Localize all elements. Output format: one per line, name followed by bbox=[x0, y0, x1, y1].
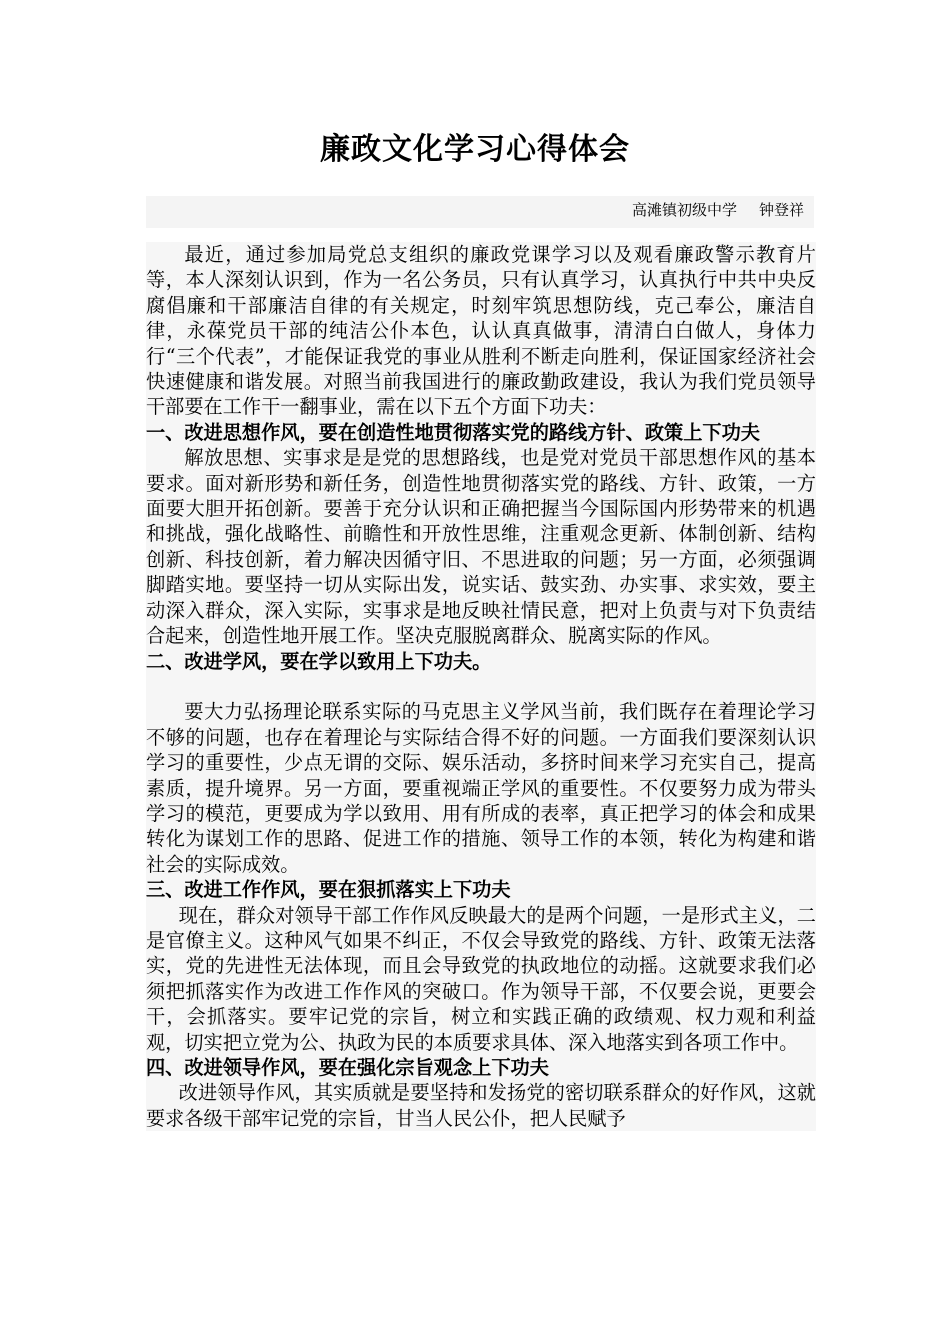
section-body-3: 现在，群众对领导干部工作作风反映最大的是两个问题，一是形式主义，二是官僚主义。这种风气如果不纠正，不仅会导致党的路线、方针、政策无法落实，党的先进性无法体现，而且会导致党的执政地位的动摇。这就要求我们必须把抓落实作为改进工作作风的突破口。作为领导干部，不仅要会说，更要会干，会抓落实。要牢记党的宗旨，树立和实践正确的政绩观、权力观和利益观，切实把立党为公、执政为民的本质要求具体、深入地落实到各项工作中。 bbox=[146, 903, 816, 1054]
section-body-1: 解放思想、实事求是是党的思想路线，也是党对党员干部思想作风的基本要求。面对新形势和新任务，创造性地贯彻落实党的路线、方针、政策，一方面要大胆开拓创新。要善于充分认识和正确把握当今国际国内形势带来的机遇和挑战，强化战略性、前瞻性和开放性思维，注重观念更新、体制创新、结构创新、科技创新，着力解决因循守旧、不思进取的问题；另一方面，必须强调脚踏实地。要坚持一切从实际出发，说实话、鼓实劲、办实事、求实效，要主动深入群众，深入实际，实事求是地反映社情民意，把对上负责与对下负责结合起来，创造性地开展工作。坚决克服脱离群众、脱离实际的作风。 bbox=[146, 446, 816, 648]
document-body bbox=[146, 242, 816, 1131]
section-body-2: 要大力弘扬理论联系实际的马克思主义学风当前，我们既存在着理论学习不够的问题，也存在着理论与实际结合得不好的问题。一方面我们要深刻认识学习的重要性，少点无谓的交际、娱乐活动，多挤时间来学习充实自己，提高素质，提升境界。另一方面，要重视端正学风的重要性。不仅要努力成为带头学习的模范，更要成为学以致用、用有所成的表率，真正把学习的体会和成果转化为谋划工作的思路、促进工作的措施、领导工作的本领，转化为构建和谐社会的实际成效。 bbox=[146, 700, 816, 876]
section-heading-1: 一、改进思想作风，要在创造性地贯彻落实党的路线方针、政策上下功夫 bbox=[146, 420, 816, 445]
section-heading-4: 四、改进领导作风，要在强化宗旨观念上下功夫 bbox=[146, 1055, 816, 1080]
section-heading-3: 三、改进工作作风，要在狠抓落实上下功夫 bbox=[146, 877, 816, 902]
section-heading-2: 二、改进学风，要在学以致用上下功夫。 bbox=[146, 649, 816, 674]
byline-school: 高滩镇初级中学 bbox=[631, 201, 737, 219]
blank-line bbox=[146, 674, 816, 699]
section-body-4: 改进领导作风，其实质就是要坚持和发扬党的密切联系群众的好作风，这就要求各级干部牢记党的宗旨，甘当人民公仆，把人民赋予 bbox=[146, 1081, 816, 1130]
document-title: 廉政文化学习心得体会 bbox=[320, 132, 630, 167]
byline-author: 钟登祥 bbox=[758, 201, 804, 219]
byline bbox=[146, 196, 814, 228]
intro-paragraph: 最近，通过参加局党总支组织的廉政党课学习以及观看廉政警示教育片等，本人深刻认识到，作为一名公务员，只有认真学习，认真执行中共中央反腐倡廉和干部廉洁自律的有关规定，时刻牢筑思想防线，克己奉公，廉洁自律，永葆党员干部的纯洁公仆本色，认认真真做事，清清白白做人，身体力行“三个代表”，才能保证我党的事业从胜利不断走向胜利，保证国家经济社会快速健康和谐发展。对照当前我国进行的廉政勤政建设，我认为我们党员领导干部要在工作干一翻事业，需在以下五个方面下功夫： bbox=[146, 243, 816, 419]
